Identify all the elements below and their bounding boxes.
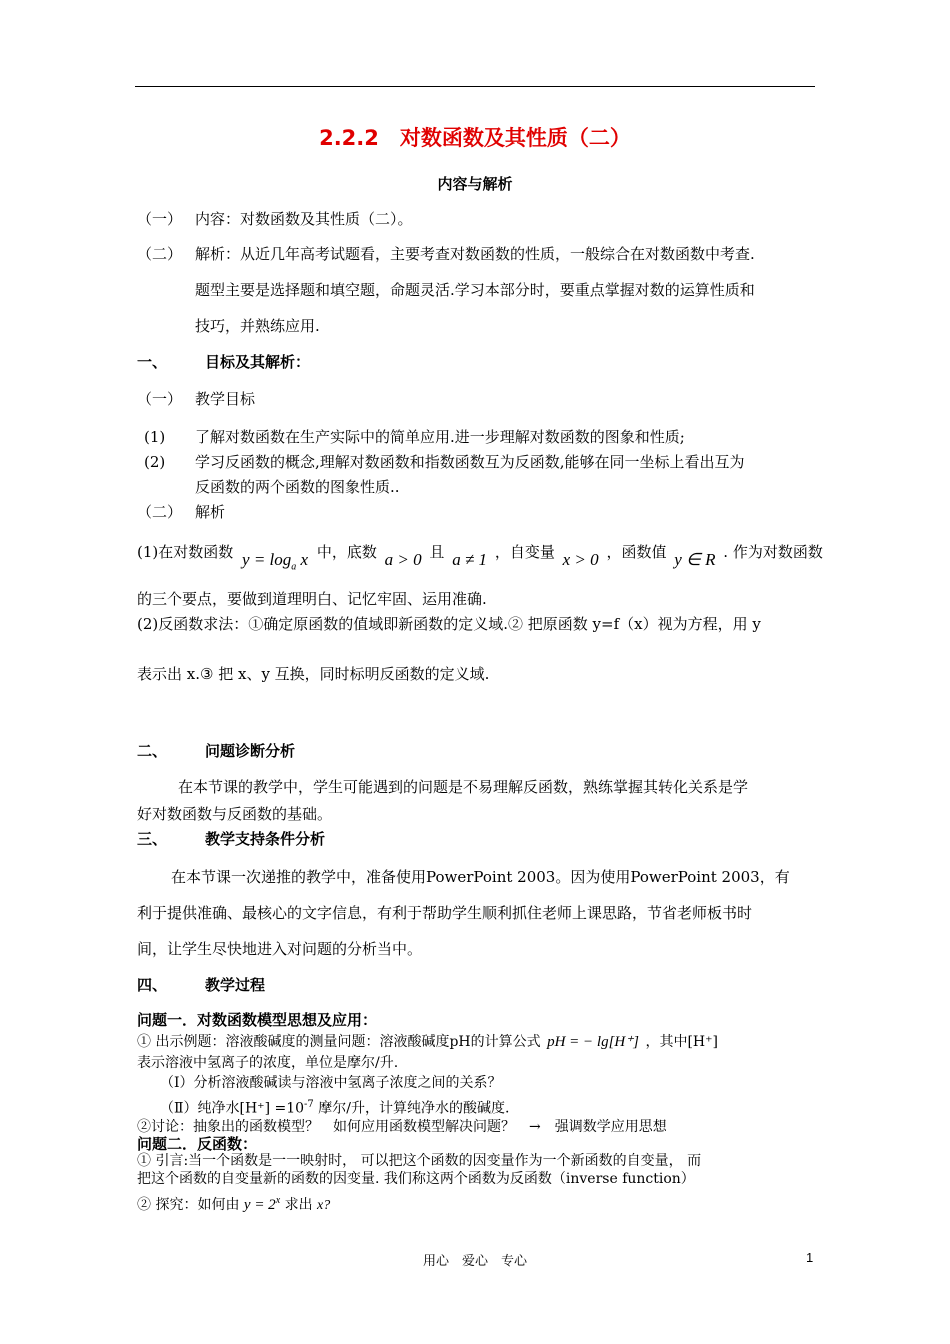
section1-sub2-text: 解析	[195, 503, 226, 521]
ph-formula: pH = − lg[H⁺]	[547, 1034, 639, 1050]
section2-number: 二、	[137, 742, 168, 760]
intro-item2-line1: 解析：从近几年高考试题看，主要考查对数函数的性质，一般综合在对数函数中考查.	[195, 245, 755, 263]
log-formula: $y = \log_a x$	[242, 550, 309, 573]
intro-item1-label: （一）	[137, 210, 183, 228]
section3-heading: 教学支持条件分析	[205, 830, 326, 848]
problem1-part1: （Ⅰ）分析溶液酸碱读与溶液中氢离子浓度之间的关系？	[160, 1075, 502, 1091]
analysis1-prefix: (1)在对数函数	[137, 543, 234, 561]
section2-line2: 好对数函数与反函数的基础。	[137, 805, 333, 823]
problem2-line3-mid: 求出	[284, 1197, 313, 1213]
problem2-line3-var: x?	[317, 1198, 331, 1213]
goal2-line1: 学习反函数的概念,理解对数函数和指数函数互为反函数,能够在同一坐标上看出互为	[195, 453, 745, 471]
analysis1-mid4: ，函数值	[606, 543, 667, 561]
analysis1-line2: 的三个要点，要做到道理明白、记忆牢固、运用准确.	[137, 590, 487, 608]
problem2-line3	[137, 1191, 330, 1216]
problem1-line1-text: ① 出示例题：溶液酸碱度的测量问题：溶液酸碱度pH的计算公式	[137, 1034, 541, 1050]
problem1-line2: 表示溶液中氢离子的浓度，单位是摩尔/升.	[137, 1055, 399, 1071]
problem2-line2: 把这个函数的自变量新的函数的因变量. 我们称这两个函数为反函数（inverse function）	[137, 1171, 695, 1187]
section4-number: 四、	[137, 976, 168, 994]
problem1-part2	[160, 1095, 509, 1119]
section3-number: 三、	[137, 830, 168, 848]
problem1-part2-tail: 摩尔/升，计算纯净水的酸碱度.	[318, 1100, 510, 1117]
problem2-heading: 问题二．反函数：	[137, 1135, 258, 1153]
section3-line1: 在本节课一次递推的教学中，准备使用PowerPoint 2003。因为使用PowerPoint 2003，有	[171, 868, 790, 886]
subtitle: 内容与解析	[437, 175, 513, 193]
analysis1-end: . 作为对数函数	[723, 543, 823, 561]
page-title: 2.2.2 对数函数及其性质（二）	[319, 126, 631, 150]
section1-sub2-label: （二）	[137, 503, 183, 521]
section2-line1: 在本节课的教学中，学生可能遇到的问题是不易理解反函数，熟练掌握其转化关系是学	[178, 778, 749, 796]
problem1-heading: 问题一．对数函数模型思想及应用：	[137, 1011, 378, 1029]
cond-a-positive: a > 0	[384, 550, 422, 569]
section1-sub1-label: （一）	[137, 390, 183, 408]
intro-item2-line2: 题型主要是选择题和填空题，命题灵活.学习本部分时，要重点掌握对数的运算性质和	[195, 281, 755, 299]
analysis1-line1	[137, 542, 823, 573]
analysis1-mid1: 中，底数	[316, 543, 377, 561]
analysis2-line1: (2)反函数求法：①确定原函数的值域即新函数的定义域.② 把原函数 y=f（x）视为方程，用 y	[137, 615, 761, 633]
cond-a-not-one: a ≠ 1	[452, 550, 488, 569]
cond-y-real: y ∈ R	[674, 550, 716, 569]
exp-formula: $y = 2^x$	[243, 1195, 281, 1213]
problem1-line1-tail: ，其中[H⁺]	[645, 1034, 718, 1050]
pure-water-formula: （Ⅱ）纯净水[H⁺] =10	[160, 1100, 305, 1117]
section1-heading: 目标及其解析：	[205, 353, 311, 371]
exponent: -7	[304, 1099, 314, 1110]
header-rule	[135, 86, 815, 87]
section3-line3: 间，让学生尽快地进入对问题的分析当中。	[137, 940, 423, 958]
intro-item2-label: （二）	[137, 245, 183, 263]
goal2-label: (2)	[144, 453, 166, 471]
analysis1-mid2: 且	[429, 543, 445, 561]
footer-text: 用心 爱心 专心	[422, 1254, 527, 1269]
goal1-text: 了解对数函数在生产实际中的简单应用.进一步理解对数函数的图象和性质;	[195, 428, 685, 446]
problem2-line3-text: ② 探究：如何由	[137, 1197, 240, 1213]
goal2-line2: 反函数的两个函数的图象性质..	[195, 478, 400, 496]
section1-sub1-text: 教学目标	[195, 390, 256, 408]
intro-item2-line3: 技巧，并熟练应用.	[195, 317, 320, 335]
problem1-discussion: ②讨论：抽象出的函数模型？ 如何应用函数模型解决问题？ → 强调数学应用思想	[137, 1119, 667, 1135]
intro-item1-text: 内容：对数函数及其性质（二）。	[195, 210, 413, 228]
cond-x-positive: x > 0	[562, 550, 599, 569]
analysis1-mid3: ，自变量	[494, 543, 555, 561]
section4-heading: 教学过程	[205, 976, 266, 994]
analysis2-line2: 表示出 x.③ 把 x、y 互换，同时标明反函数的定义域.	[137, 665, 490, 683]
problem1-line1	[137, 1032, 718, 1052]
section2-heading: 问题诊断分析	[205, 742, 296, 760]
page-number: 1	[806, 1250, 814, 1265]
section3-line2: 利于提供准确、最核心的文字信息，有利于帮助学生顺利抓住老师上课思路，节省老师板书时	[137, 904, 753, 922]
goal1-label: (1)	[144, 428, 166, 446]
section1-number: 一、	[137, 353, 168, 371]
problem2-line1: ① 引言:当一个函数是一一映射时， 可以把这个函数的因变量作为一个新函数的自变量， 而	[137, 1153, 702, 1169]
